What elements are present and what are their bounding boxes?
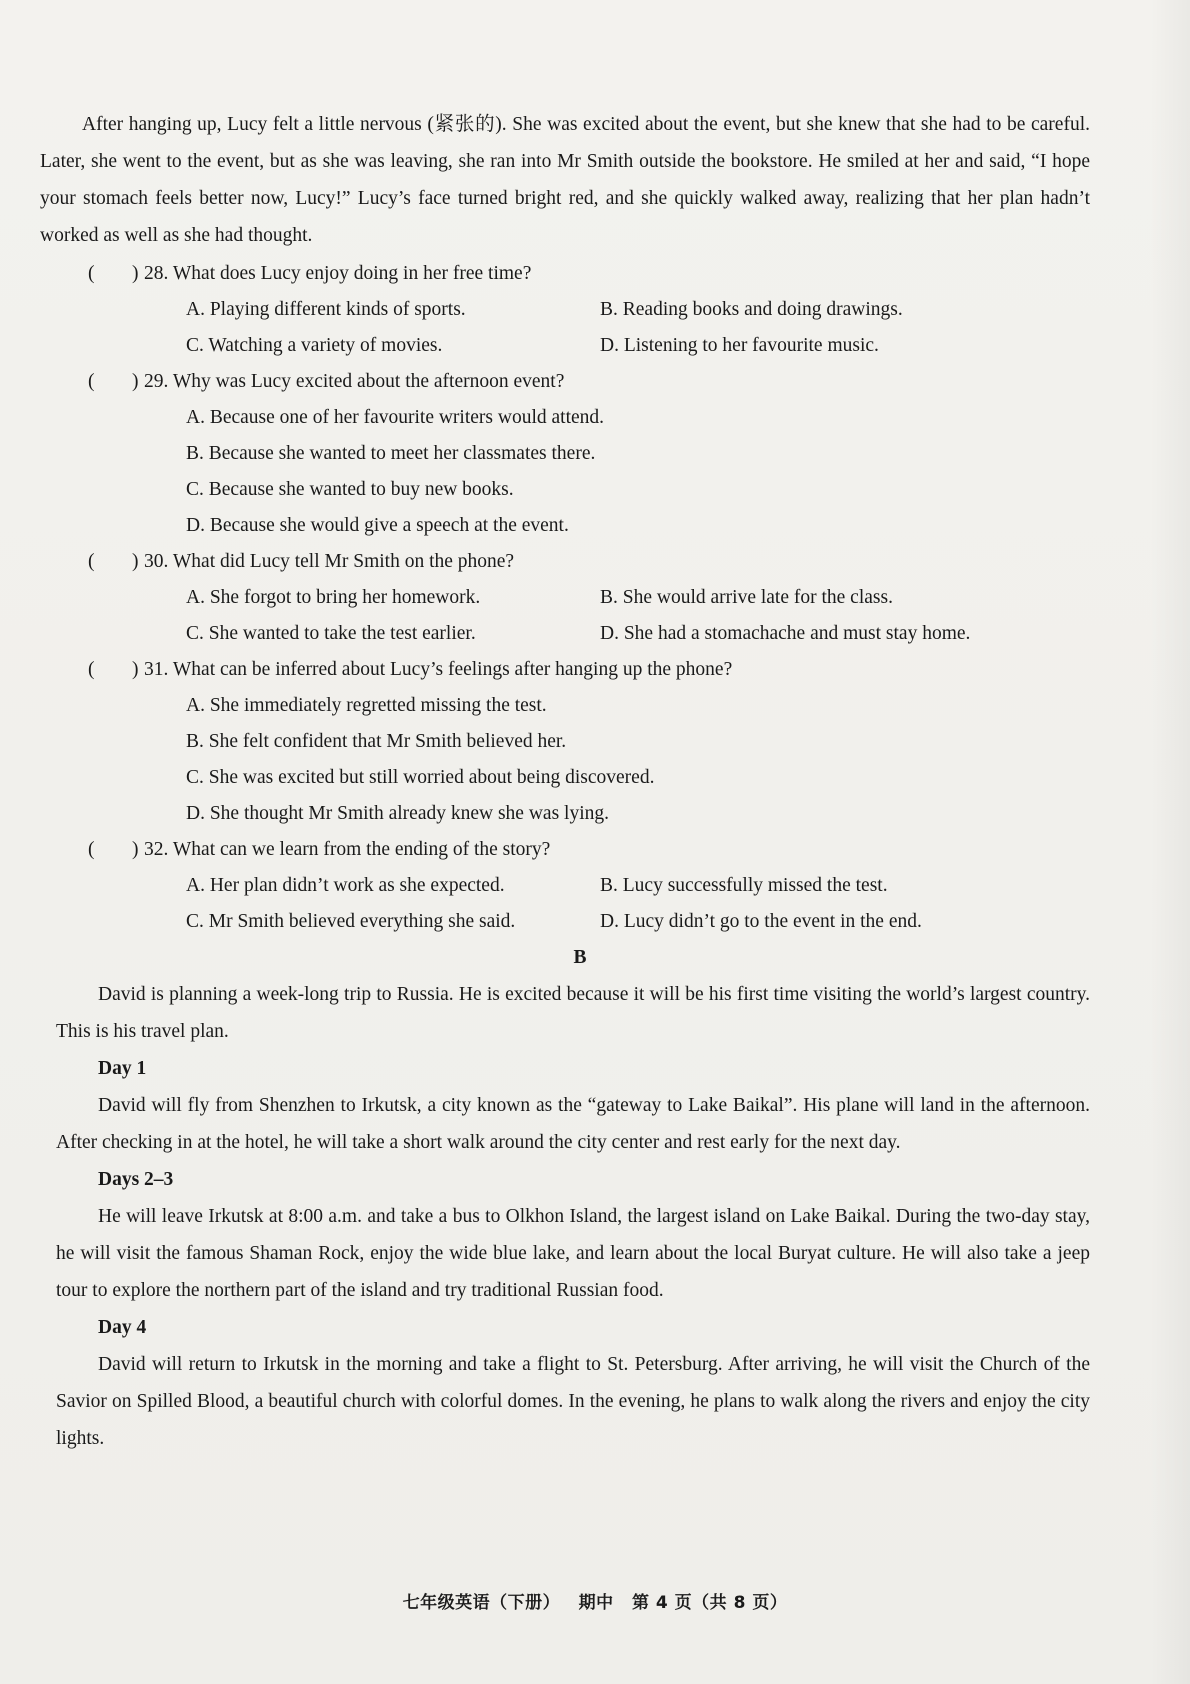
option-row (40, 292, 1090, 328)
day-heading: Day 4 (98, 1317, 147, 1338)
day-text: He will leave Irkutsk at 8:00 a.m. and take a bus to Olkhon Island, the largest island on Lake Baikal. During the two-day stay, he will visit the famous Shaman Rock, enjoy the wide blue lake, and learn about the local Buryat culture. He will also take a jeep tour to explore the northern part of the island and try traditional Russian food. (56, 1206, 1090, 1301)
question-stem (40, 256, 1090, 292)
option-c: C. Mr Smith believed everything she said. (186, 911, 516, 932)
passage-b-intro: David is planning a week-long trip to Russia. He is excited because it will be his first time visiting the world’s largest country. This is his travel plan. (56, 984, 1090, 1042)
option-b: B. She would arrive late for the class. (600, 587, 893, 608)
question-32 (40, 832, 1090, 940)
passage-a-paragraph: After hanging up, Lucy felt a little nervous (紧张的). She was excited about the event, but she knew that she had to be careful. Later, she went to the event, but as she was leaving, she ran into Mr Smith outside the bookstore. He smiled at her and said, “I hope your stomach feels better now, Lucy!” Lucy’s face turned bright red, and she quickly walked away, realizing that her plan hadn’t worked as well as she had thought. (40, 114, 1090, 246)
option-c: C. Because she wanted to buy new books. (186, 479, 514, 500)
section-letter: B (573, 947, 587, 968)
option-row (40, 868, 1090, 904)
answer-paren-open: ( (88, 551, 95, 572)
answer-paren-open: ( (88, 263, 95, 284)
option-b: B. She felt confident that Mr Smith believed her. (186, 731, 567, 752)
question-28 (40, 256, 1090, 364)
footer-exam: 期中 (578, 1593, 614, 1613)
day-text: David will return to Irkutsk in the morning and take a flight to St. Petersburg. After arriving, he will visit the Church of the Savior on Spilled Blood, a beautiful church with colorful domes. In the evening, he plans to walk along the rivers and enjoy the city lights. (56, 1354, 1090, 1449)
question-text: 31. What can be inferred about Lucy’s feelings after hanging up the phone? (144, 659, 733, 680)
footer-page-number: 第 4 页（共 8 页） (632, 1593, 788, 1613)
option-b: B. Reading books and doing drawings. (600, 299, 903, 320)
page-footer (0, 1588, 1190, 1613)
option-row (40, 580, 1090, 616)
option-d: D. Because she would give a speech at the event. (186, 515, 569, 536)
option-a: A. Her plan didn’t work as she expected. (186, 875, 505, 896)
answer-paren-close: ) (132, 263, 139, 284)
question-31 (40, 652, 1090, 832)
answer-paren-open: ( (88, 371, 95, 392)
answer-paren-close: ) (132, 839, 139, 860)
footer-grade-subject: 七年级英语（下册） (402, 1593, 561, 1613)
question-list (40, 256, 1090, 940)
answer-paren-open: ( (88, 839, 95, 860)
question-30 (40, 544, 1090, 652)
option-d: D. Listening to her favourite music. (600, 335, 879, 356)
option-row (40, 400, 1090, 436)
question-text: 28. What does Lucy enjoy doing in her free time? (144, 263, 532, 284)
option-d: D. Lucy didn’t go to the event in the end. (600, 911, 922, 932)
option-b: B. Lucy successfully missed the test. (600, 875, 888, 896)
answer-paren-close: ) (132, 551, 139, 572)
question-stem (40, 544, 1090, 580)
option-row (40, 472, 1090, 508)
page-edge-shadow (1150, 0, 1190, 1684)
passage-b (40, 940, 1090, 1457)
day-heading: Days 2–3 (98, 1169, 174, 1190)
question-stem (40, 364, 1090, 400)
option-row (40, 688, 1090, 724)
answer-paren-open: ( (88, 659, 95, 680)
page-content (40, 106, 1090, 1457)
question-text: 32. What can we learn from the ending of the story? (144, 839, 551, 860)
option-row (40, 796, 1090, 832)
option-b: B. Because she wanted to meet her classmates there. (186, 443, 596, 464)
question-stem (40, 832, 1090, 868)
option-a: A. Because one of her favourite writers would attend. (186, 407, 605, 428)
option-row (40, 904, 1090, 940)
answer-paren-close: ) (132, 371, 139, 392)
option-row (40, 328, 1090, 364)
question-stem (40, 652, 1090, 688)
option-row (40, 760, 1090, 796)
option-row (40, 724, 1090, 760)
option-c: C. She wanted to take the test earlier. (186, 623, 476, 644)
question-text: 30. What did Lucy tell Mr Smith on the phone? (144, 551, 515, 572)
day-text: David will fly from Shenzhen to Irkutsk, a city known as the “gateway to Lake Baikal”. His plane will land in the afternoon. After checking in at the hotel, he will take a short walk around the city center and rest early for the next day. (56, 1095, 1090, 1153)
question-text: 29. Why was Lucy excited about the afternoon event? (144, 371, 565, 392)
question-29 (40, 364, 1090, 544)
option-d: D. She had a stomachache and must stay home. (600, 623, 971, 644)
answer-paren-close: ) (132, 659, 139, 680)
option-a: A. She forgot to bring her homework. (186, 587, 481, 608)
option-a: A. Playing different kinds of sports. (186, 299, 466, 320)
option-c: C. She was excited but still worried about being discovered. (186, 767, 655, 788)
option-row (40, 436, 1090, 472)
option-row (40, 616, 1090, 652)
option-d: D. She thought Mr Smith already knew she was lying. (186, 803, 609, 824)
option-a: A. She immediately regretted missing the test. (186, 695, 547, 716)
option-c: C. Watching a variety of movies. (186, 335, 443, 356)
day-heading: Day 1 (98, 1058, 147, 1079)
option-row (40, 508, 1090, 544)
